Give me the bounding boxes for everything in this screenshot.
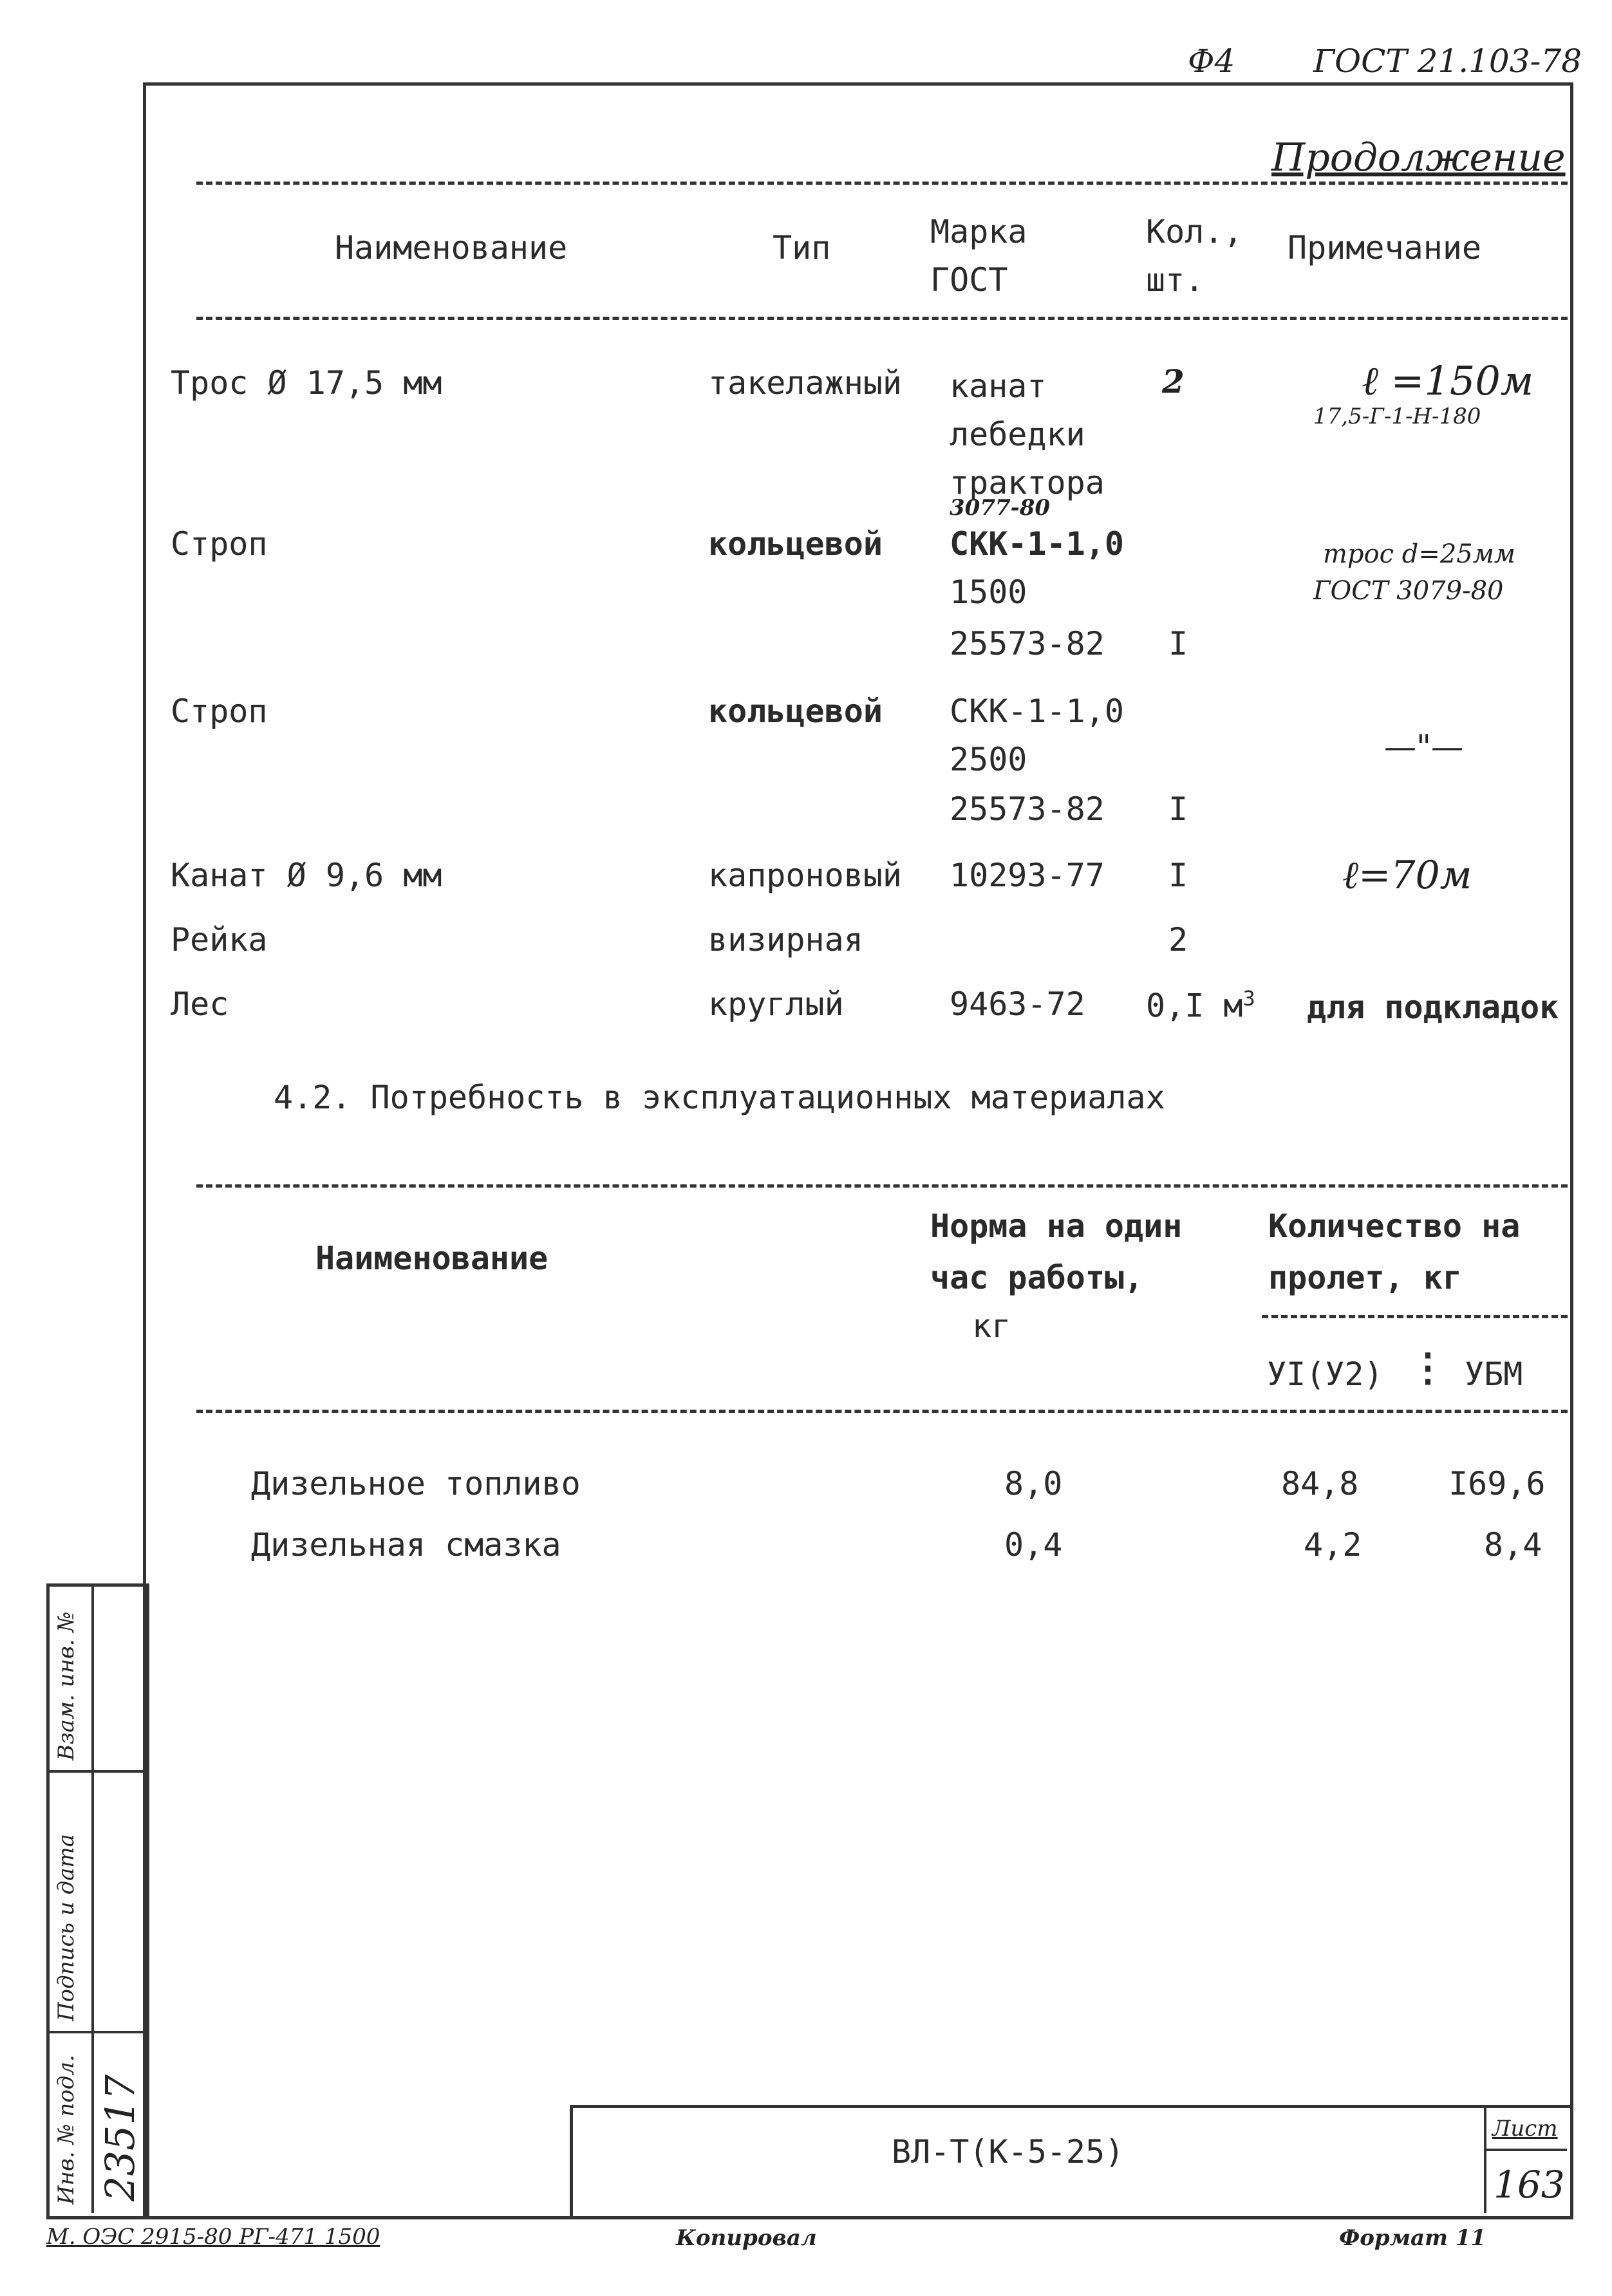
t1-row3-mark3: 25573-82 [950,790,1105,828]
t2-header-norm3: кг [972,1307,1011,1345]
t2-header-sub2: УБМ [1465,1356,1523,1393]
t1-row3-qty: I [1168,790,1188,828]
t2-row2-name: Дизельная смазка [251,1526,561,1563]
t2-header-norm2: час работы, [930,1259,1144,1296]
table2-top-rule [196,1184,1568,1188]
t1-row2-mark-hand: 3077-80 [950,495,1051,521]
t1-row5-name: Рейка [171,921,268,958]
t1-row1-mark1: канат [950,368,1047,405]
footer-left: М. ОЭС 2915-80 РГ-471 1500 [46,2224,380,2250]
table1-header-rule [196,317,1568,320]
t1-header-qty-line2: шт. [1146,261,1204,299]
t1-row6-name: Лес [171,985,229,1023]
side-stamp-cell1: Взам. инв. № [53,1611,79,1760]
t1-row1-mark3: трактора [950,464,1105,501]
t2-row1-norm: 8,0 [1004,1465,1063,1502]
t1-header-type: Тип [773,229,831,266]
t1-header-qty-line1: Кол., [1146,213,1243,250]
t1-row6-qty [1146,986,1255,1025]
t1-row2-note1: трос d=25мм [1323,539,1516,569]
t1-header-note: Примечание [1288,229,1482,266]
sheet-label: Лист [1492,2116,1558,2142]
t1-header-name: Наименование [335,229,568,266]
t2-row2-q2: 8,4 [1484,1526,1542,1563]
t1-row5-qty: 2 [1168,921,1188,958]
t2-header-sub1: УI(У2) [1267,1356,1383,1393]
t2-row2-norm: 0,4 [1004,1526,1063,1563]
t1-row2-mark2: 1500 [950,574,1027,611]
side-stamp-rule-1 [46,1770,143,1773]
inv-number: 23517 [97,2074,144,2201]
t1-row6-mark1: 9463-72 [950,985,1085,1023]
standard-code: ГОСТ 21.103-78 [1313,42,1582,80]
t2-row2-q1: 4,2 [1304,1526,1362,1563]
t1-row3-type: кольцевой [708,693,883,730]
title-block-sheet-rule [1484,2149,1567,2151]
t1-row6-qty-value: 0,I м [1146,987,1243,1025]
t1-row2-name: Строп [171,525,268,563]
t1-row2-type: кольцевой [708,525,883,563]
footer-right: Формат 11 [1339,2225,1486,2251]
t1-row6-note1: для подкладок [1307,989,1559,1026]
t2-row1-name: Дизельное топливо [251,1465,581,1502]
t2-header-norm1: Норма на один [930,1208,1183,1245]
t1-row4-mark1: 10293-77 [950,857,1105,894]
t1-row6-type: круглый [708,985,844,1023]
t1-row1-qty: 2 [1162,362,1185,400]
t1-row1-note2: 17,5-Г-1-Н-180 [1313,404,1481,429]
side-stamp-cell2: Подпись и дата [53,1834,79,2021]
t1-row4-type: капроновый [708,857,903,894]
sheet-number: 163 [1494,2163,1565,2207]
t2-row1-q2: I69,6 [1448,1465,1546,1502]
page-mark: Ф4 [1188,42,1235,80]
column-separator-mark: ⋮ [1409,1345,1447,1390]
t1-row3-mark1: СКК-1-1,0 [950,693,1124,730]
t1-row3-name: Строп [171,693,268,730]
t1-row1-type: такелажный [708,364,903,402]
t1-header-mark-line2: ГОСТ [930,261,1008,299]
t1-row2-mark1: СКК-1-1,0 [950,525,1124,563]
t1-row3-note1: —"— [1384,728,1463,765]
table1-top-rule [196,182,1568,185]
t2-row1-q1: 84,8 [1281,1465,1359,1502]
t1-row5-type: визирная [708,921,863,958]
t1-row6-qty-sup: 3 [1242,986,1255,1011]
side-stamp-cell3: Инв. № подл. [53,2055,79,2205]
document-code: ВЛ-Т(К-5-25) [892,2133,1125,2170]
title-block-divider [1484,2105,1486,2213]
table2-header-rule [196,1410,1568,1413]
footer-center: Копировал [676,2225,817,2251]
t1-row4-qty: I [1168,857,1188,894]
side-stamp-rule-2 [46,2031,143,2033]
t1-header-mark-line1: Марка [930,213,1027,250]
t2-header-qty2: пролет, кг [1268,1259,1463,1296]
t1-row1-name: Трос Ø 17,5 мм [171,364,442,402]
t1-row4-note1: ℓ=70м [1342,853,1472,898]
section-title: 4.2. Потребность в эксплуатационных материалах [274,1079,1165,1116]
side-stamp-divider [91,1583,94,2213]
t1-row2-note2: ГОСТ 3079-80 [1313,576,1504,606]
table2-sub-rule [1262,1315,1568,1318]
page-frame [143,82,1573,2219]
t1-row4-name: Канат Ø 9,6 мм [171,857,442,894]
t1-row2-mark3: 25573-82 [950,625,1105,662]
t1-row2-qty: I [1168,625,1188,662]
t2-header-name: Наименование [315,1240,548,1277]
t1-row3-mark2: 2500 [950,741,1027,778]
t1-row1-note1: ℓ =150м [1362,357,1534,404]
t1-row1-mark2: лебедки [950,416,1085,453]
continuation-label: Продолжение [1271,135,1566,180]
t2-header-qty1: Количество на [1268,1208,1521,1245]
